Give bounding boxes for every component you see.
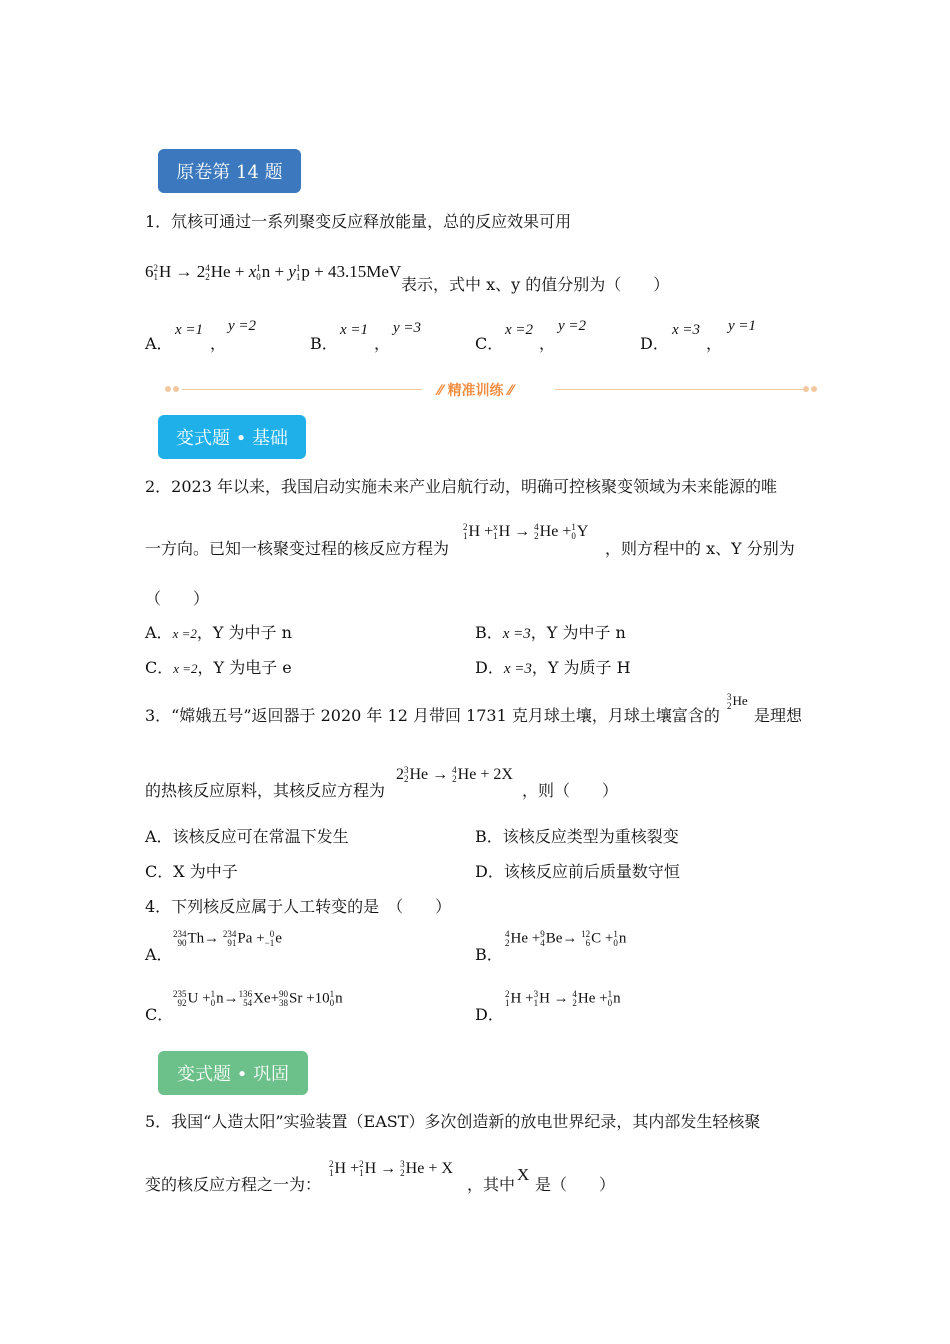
q5-stem-line2a: 变的核反应方程之一为： bbox=[145, 1175, 322, 1194]
divider-dot-right bbox=[803, 386, 809, 392]
q1-option-b-y: y =3 bbox=[393, 320, 422, 336]
q3-equation: 2 3 2 He → 4 2 He + 2X bbox=[396, 765, 513, 785]
q3-option-d: D．该核反应前后质量数守恒 bbox=[475, 862, 680, 881]
q4-option-c-label: C． bbox=[145, 1005, 174, 1024]
divider-dot-right2 bbox=[811, 386, 817, 392]
q1-option-d-sep: ， bbox=[706, 334, 723, 353]
q1-option-d: D． bbox=[640, 334, 669, 353]
q5-equation: 2 1 H + 2 1 H → 3 2 He + X bbox=[329, 1159, 453, 1179]
divider-slash-right-icon: ⁄⁄ bbox=[508, 383, 514, 399]
consolidate-variant-tag: 变式题 • 巩固 bbox=[158, 1051, 308, 1095]
divider-dot-left bbox=[165, 386, 171, 392]
q4-option-d-label: D． bbox=[475, 1005, 504, 1024]
q2-paren: （ ） bbox=[145, 589, 210, 608]
divider-line-left bbox=[182, 389, 422, 390]
q4-option-a-label: A． bbox=[145, 945, 173, 964]
q5-stem-line2c: 是（ ） bbox=[535, 1175, 616, 1194]
q1-option-a-x: x =1 bbox=[175, 322, 204, 338]
q4-option-a-equation: 234 90 Th→ 234 91 Pa + 0 −1 e bbox=[173, 929, 282, 948]
q4-stem: 4．下列核反应属于人工转变的是 （ ） bbox=[145, 897, 452, 916]
divider-line-right bbox=[555, 389, 803, 390]
q1-option-a-sep: ， bbox=[210, 334, 227, 353]
q1-option-c-y: y =2 bbox=[558, 318, 587, 334]
q1-option-c: C． bbox=[475, 334, 504, 353]
q3-stem-line2a: 的热核反应原料，其核反应方程为 bbox=[145, 781, 386, 800]
q3-stem-line1b: 是理想 bbox=[754, 706, 803, 725]
q2-stem-line1: 2．2023 年以来，我国启动实施未来产业启航行动，明确可控核聚变领域为未来能源的唯 bbox=[145, 477, 777, 496]
divider-slash-left-icon: ⁄⁄ bbox=[438, 383, 443, 399]
q3-he3: 3 2 He bbox=[727, 692, 748, 712]
q3-stem-line2b: ，则（ ） bbox=[522, 781, 619, 800]
original-question-tag: 原卷第 14 题 bbox=[158, 149, 301, 193]
q1-option-a-y: y =2 bbox=[228, 318, 257, 334]
q1-option-b-sep: ， bbox=[374, 334, 391, 353]
q3-stem-line1a: 3．“嫦娥五号”返回器于 2020 年 12 月带回 1731 克月球土壤，月球土壤富含的 bbox=[145, 706, 720, 725]
q4-option-d-equation: 2 1 H + 3 1 H → 4 2 He + 1 0 n bbox=[505, 989, 621, 1008]
q1-option-a: A． bbox=[145, 334, 173, 353]
basic-variant-tag: 变式题 • 基础 bbox=[158, 415, 306, 459]
q1-option-c-x: x =2 bbox=[505, 322, 534, 338]
q5-stem-line2b: ，其中 bbox=[467, 1175, 516, 1194]
q5-x-symbol: X bbox=[517, 1165, 530, 1184]
q1-stem: 1．氘核可通过一系列聚变反应释放能量，总的反应效果可用 bbox=[145, 212, 572, 231]
q2-option-a: A．x =2，Y 为中子 n bbox=[145, 623, 292, 642]
q3-option-b: B．该核反应类型为重核裂变 bbox=[475, 827, 679, 846]
q2-option-c: C．x =2，Y 为电子 e bbox=[145, 658, 292, 677]
divider-label: ⁄⁄ 精准训练 ⁄⁄ bbox=[438, 383, 514, 399]
q5-stem-line1: 5．我国“人造太阳”实验装置（EAST）多次创造新的放电世界纪录，其内部发生轻核聚 bbox=[145, 1112, 761, 1131]
q3-option-a: A．该核反应可在常温下发生 bbox=[145, 827, 349, 846]
q1-option-b-x: x =1 bbox=[340, 322, 369, 338]
q2-equation: 2 1 H + x 1 H → 4 2 He + 1 0 Y bbox=[463, 522, 589, 542]
divider-dot-left2 bbox=[173, 386, 179, 392]
q1-option-d-y: y =1 bbox=[728, 318, 757, 334]
q4-option-c-equation: 235 92 U + 1 0 n→ 136 54 Xe+ 90 38 Sr +10 1 0 n bbox=[173, 989, 343, 1008]
q1-equation: 6 2 1 H → 2 4 2 He + x 1 0 n + y 1 1 p + 43.15MeV bbox=[145, 262, 402, 283]
q1-option-d-x: x =3 bbox=[672, 322, 701, 338]
q2-stem-line2b: ，则方程中的 x、Y 分别为 bbox=[605, 539, 795, 558]
q1-option-b: B． bbox=[310, 334, 338, 353]
q2-option-d: D．x =3，Y 为质子 H bbox=[475, 658, 631, 677]
q3-option-c: C．X 为中子 bbox=[145, 862, 238, 881]
q2-option-b: B．x =3，Y 为中子 n bbox=[475, 623, 626, 642]
q1-equation-tail: 表示，式中 x、y 的值分别为（ ） bbox=[401, 275, 670, 294]
q4-option-b-equation: 4 2 He + 9 4 Be→ 12 6 C + 1 0 n bbox=[505, 929, 627, 948]
q1-option-c-sep: ， bbox=[539, 334, 556, 353]
q2-stem-line2a: 一方向。已知一核聚变过程的核反应方程为 bbox=[145, 539, 450, 558]
q4-option-b-label: B． bbox=[475, 945, 503, 964]
